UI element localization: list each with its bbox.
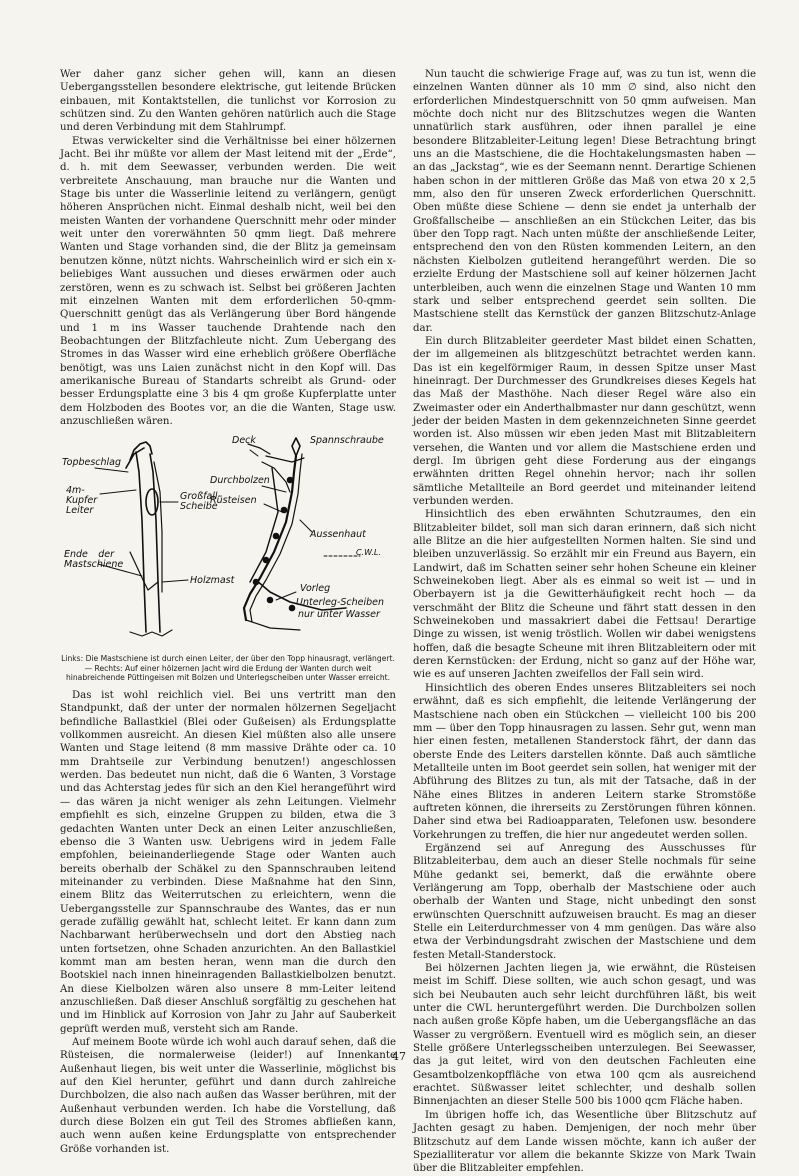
paragraph: Hinsichtlich des oberen Endes unseres Blitzableiters sei noch erwähnt, daß es sich empfiehlt, die leitende Verlängerung der Mastschiene nach oben ein Stückchen — vielleicht 100 bis 200 mm — über den Topp hinausragen zu lassen. Sehr gut, wenn man hier einen festen, metallenen Standerstock fährt, der dann das oberste Ende des Leiters darstellen könnte. Daß auch sämtliche Metallteile unten im Boot geerdet sein sollen, hat weniger mit der Abführung des Blitzes zu tun, als mit der Tatsache, daß in der Nähe eines Blitzes in anderen Leitern starke Stromstöße auftreten können, die ihrerseits zu Zerstörungen führen können. Daher sind etwa bei Radioapparaten, Telefonen usw. besondere Vorkehrungen zu treffen, die hier nur angedeutet werden sollen. bbox=[413, 682, 756, 841]
paragraph: Im übrigen hoffe ich, das Wesentliche über Blitzschutz auf Jachten gesagt zu haben. Demjenigen, der noch mehr über Blitzschutz auf dem Lande wissen möchte, kann ich außer der Spezialliteratur vor allem die bekannte Skizze von Mark Twain über die Blitzableiter empfehlen. bbox=[413, 1109, 756, 1175]
label-spannschraube: Spannschraube bbox=[310, 435, 384, 447]
paragraph: Auf meinem Boote würde ich wohl auch darauf sehen, daß die Rüsteisen, die normalerweise (leider!) auf Innenkante Außenhaut liegen, bis weit unter die Wasserlinie, möglichst bis auf den Kiel herunter, geführt und dann durch zahlreiche Durchbolzen, die also nach außen das Wasser berühren, mit der Außenhaut verbunden werden. Ich habe die Vorstellung, daß durch diese Bolzen ein gut Teil des Stromes abfließen kann, auch wenn außen keine Erdungsplatte von entsprechender Größe vorhanden ist. bbox=[60, 1037, 396, 1155]
figure-caption: Links: Die Mastschiene ist durch einen Leiter, der über den Topp hinausragt, verlängert. — Rechts: Auf einer hölzernen Jacht wird die Erdung der Wanten durch weit hinabreichende Püttingeisen mit Bolzen und Unterlegscheiben unter Wasser erreicht. bbox=[61, 654, 395, 683]
paragraph: Etwas verwickelter sind die Verhältnisse bei einer hölzernen Jacht. Bei ihr müßte vor allem der Mast leitend mit der „Erde“, d. h. mit dem Seewasser, verbunden werden. Die weit verbreitete Anschauung, man brauche nur die Wanten und Stage bis unter die Wasserlinie leitend zu verlängern, genügt höheren Ansprüchen nicht. Einmal deshalb nicht, weil bei den meisten Wanten der vorhandene Querschnitt mehr oder minder weit unter den vorerwähnten 50 qmm liegt. Daß mehrere Wanten und Stage vorhanden sind, die der Blitz ja gemeinsam benutzen könne, nützt nichts. Wahrscheinlich wird er sich ein x-beliebiges Want aussuchen und dieses erwärmen oder auch zerstören, wenn es zu schwach ist. Selbst bei größeren Jachten mit einzelnen Wanten mit dem erforderlichen 50-qmm-Querschnitt genügt das als Verlängerung über Bord hängende und 1 m ins Wasser tauchende Drahtende nach den Beobachtungen der Blitzfachleute nicht. Zum Uebergang des Stromes in das Wasser wird eine erheblich größere Oberfläche benötigt, was uns Laien zunächst nicht in den Kopf will. Das amerikanische Bureau of Standarts schreibt als Grund- oder besser Erdungsplatte eine 3 bis 4 qm große Kupferplatte unter dem Holzboden des Bootes vor, an die die Wanten, Stage usw. anzuschließen wären. bbox=[60, 135, 396, 427]
label-ruesteisen: Rüsteisen bbox=[210, 495, 257, 507]
label-kupfer-leiter: 4m-Kupfer Leiter bbox=[66, 485, 98, 517]
label-durchbolzen: Durchbolzen bbox=[210, 475, 270, 487]
label-cwl: C.W.L. bbox=[356, 548, 381, 558]
left-column bbox=[60, 68, 396, 1156]
label-ende-der-mastschiene: Ende der Mastschiene bbox=[64, 549, 124, 571]
paragraph: Wer daher ganz sicher gehen will, kann an diesen Uebergangsstellen besondere elektrische, gut leitende Brücken einbauen, mit Kontaktstellen, die tunlichst vor Korrosion zu schützen sind. Zu den Wanten gehören natürlich auch die Stage und deren Verbindung mit dem Stahlrumpf. bbox=[60, 69, 396, 134]
label-unterleg-scheiben: Unterleg-Scheiben bbox=[296, 597, 385, 609]
paragraph: Bei hölzernen Jachten liegen ja, wie erwähnt, die Rüsteisen meist im Schiff. Diese sollten, wie auch schon gesagt, und was sich bei Neubauten auch sehr leicht durchführen läßt, bis weit unter die CWL heruntergeführt werden. Die Durchbolzen sollen nach außen große Köpfe haben, um die Uebergangsfläche an das Wasser zu vergrößern. Eventuell wird es möglich sein, an dieser Stelle größere Unterlegsscheiben unterzulegen. Bei Seewasser, das ja gut leitet, wird von den deutschen Fachleuten eine Gesamtbolzenkopffläche von etwa 100 qcm als ausreichend erachtet. Süßwasser leitet schlechter, und deshalb sollen Binnenjachten an dieser Stelle 500 bis 1000 qcm Fläche haben. bbox=[413, 963, 756, 1108]
paragraph: Das ist wohl reichlich viel. Bei uns vertritt man den Standpunkt, daß der unter der normalen hölzernen Segeljacht befindliche Ballastkiel (Blei oder Gußeisen) als Erdungsplatte vollkommen ausreicht. An diesen Kiel müßten also alle unsere Wanten und Stage leitend (8 mm massive Drähte oder ca. 10 mm Drahtseile zur Verbindung benutzen!) angeschlossen werden. Das bedeutet nun nicht, daß die 6 Wanten, 3 Vorstage und das Achterstag jedes für sich an den Kiel herangeführt wird — das wären ja nicht weniger als zehn Leitungen. Vielmehr empfiehlt es sich, einzelne Gruppen zu bilden, etwa die 3 gedachten Wanten unter Deck an einen Leiter anzuschließen, ebenso die 3 Wanten usw. Uebrigens wird in jedem Falle empfohlen, beieinanderliegende Stage oder Wanten auch bereits oberhalb der Schäkel zu den Spannschrauben leitend miteinander zu verbinden. Diese Maßnahme hat den Sinn, einem Blitz das Weiterrutschen zu erleichtern, wenn die Uebergangsstelle zur Spannschraube des Wantes, das er nun gerade zufällig gewählt hat, schlecht leitet. Er kann dann zum Nachbarwant herüberwechseln und dort den Abstieg nach unten fortsetzen, ohne Schaden anzurichten. An den Ballastkiel kommt man am besten heran, wenn man die durch den Bootskiel nach innen hineinragenden Ballastkielbolzen benutzt. An diese Kielbolzen wären also unsere 8 mm-Leiter leitend anzuschließen. Daß dieser Anschluß sorgfältig zu geschehen hat und im Hinblick auf Korrosion von Jahr zu Jahr auf Sauberkeit geprüft werden muß, versteht sich am Rande. bbox=[60, 690, 396, 1035]
label-topbeschlag: Topbeschlag bbox=[62, 457, 122, 469]
label-nur-unter-wasser: nur unter Wasser bbox=[298, 609, 380, 621]
paragraph: Ergänzend sei auf Anregung des Ausschusses für Blitzableiterbau, dem auch an dieser Stelle nochmals für seine Mühe gedankt sei, bemerkt, daß die erwähnte obere Verlängerung am Topp, oberhalb der Mastschiene oder auch oberhalb der Wanten und Stage, nicht unbedingt den sonst erwünschten Querschnitt aufzuweisen braucht. Es mag an dieser Stelle ein Leiterdurchmesser von 4 mm genügen. Das wäre also etwa der Verbindungsdraht zwischen der Mastschiene und dem festen Metall-Standerstock. bbox=[413, 842, 756, 961]
label-vorleg: Vorleg bbox=[300, 583, 331, 595]
mast-diagram-figure bbox=[60, 432, 396, 652]
paragraph: Nun taucht die schwierige Frage auf, was zu tun ist, wenn die einzelnen Wanten dünner als 10 mm ∅ sind, also nicht den erforderlichen Mindestquerschnitt von 50 qmm aufweisen. Man möchte doch nicht nur des Blitzschutzes wegen die Wanten unnatürlich stark ausführen, oder ihnen parallel je eine besondere Blitzableiter-Leitung legen! Diese Betrachtung bringt uns an die Mastschiene, die die Hochtakelungsmasten haben — an das „Jackstag“, wie es der Seemann nennt. Derartige Schienen haben schon in der mittleren Größe das Maß von etwa 20 x 2,5 mm, also den für unseren Zweck erforderlichen Querschnitt. Oben müßte diese Schiene — denn sie endet ja unterhalb der Großfallscheibe — anschließen an ein Stückchen Leiter, das bis über den Topp ragt. Nach unten müßte der anschließende Leiter, entsprechend den von den Rüsten kommenden Leitern, an den nächsten Kielbolzen gutleitend herangeführt werden. Die so erzielte Erdung der Mastschiene soll auf keiner hölzernen Jacht unterbleiben, auch wenn die einzelnen Stage und Wanten 10 mm stark und selber entsprechend geerdet sein sollten. Die Mastschiene stellt das Kernstück der ganzen Blitzschutz-Anlage dar. bbox=[413, 69, 756, 334]
label-holzmast: Holzmast bbox=[190, 575, 235, 587]
paragraph: Ein durch Blitzableiter geerdeter Mast bildet einen Schatten, der im allgemeinen als blitzgeschützt betrachtet werden kann. Das ist ein kegelförmiger Raum, in dessen Spitze unser Mast hineinragt. Der Durchmesser des Grundkreises dieses Kegels hat das Maß der Masthöhe. Nach dieser Regel wäre also ein Zweimaster oder ein Anderthalbmaster nur dann geschützt, wenn jeder der beiden Masten in dem gekennzeichneten Sinne geerdet worden ist. Also müssen wir eben jeden Mast mit Blitzableitern versehen, die Wanten und vor allem die Mastschiene erden und dergl. Im übrigen geht diese Forderung aus der eingangs erwähnten dritten Regel ohnehin hervor; nach ihr sollen sämtliche Metallteile an Bord geerdet und miteinander leitend verbunden werden. bbox=[413, 335, 756, 507]
label-aussenhaut: Aussenhaut bbox=[310, 529, 366, 541]
label-deck: Deck bbox=[232, 435, 256, 447]
paragraph: Hinsichtlich des eben erwähnten Schutzraumes, den ein Blitzableiter bildet, soll man sich daran erinnern, daß sich nicht alle Blitze an die hier aufgestellten Normen halten. Sie sind und bleiben unzuverlässig. So erzählt mir ein Freund aus Bayern, ein Landwirt, daß im Schatten seiner sehr hohen Scheune ein kleiner Schweinekoben liegt. Aber als es einmal so weit ist — und in Oberbayern ist ja die Gewitterhäufigkeit recht hoch — da verschmäht der Blitz die Scheune und fährt statt dessen in den Schweinekoben und massakriert dabei die Fettsau! Derartige Dinge zu wissen, ist wenig tröstlich. Wollen wir dabei wenigstens hoffen, daß die besagte Scheune mit ihren Blitzableitern oder mit deren Kernstücken: der Erdung, nicht so ganz auf der Höhe war, wie es auf unseren Jachten zweifellos der Fall sein wird. bbox=[413, 509, 756, 681]
label-grossfall-scheibe: Großfall-Scheibe bbox=[180, 491, 221, 513]
right-column bbox=[413, 68, 756, 1176]
page-number: 47 bbox=[392, 1050, 406, 1063]
